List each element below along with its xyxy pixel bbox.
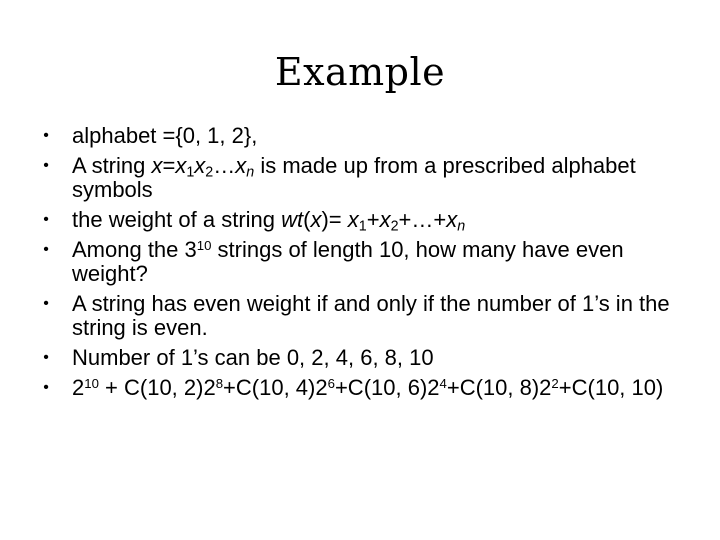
- text-run: strings of length 10, how many have even weight?: [72, 237, 624, 286]
- variable: wt: [281, 207, 304, 232]
- text-run: 2: [72, 375, 85, 400]
- variable: x: [194, 153, 206, 178]
- exponent: 10: [196, 237, 212, 253]
- bullet-even-weight-rule: [36, 292, 676, 340]
- subscript: 2: [390, 218, 399, 235]
- exponent: 10: [84, 375, 99, 391]
- variable: x: [347, 207, 359, 232]
- text-run: the weight of a string: [72, 207, 282, 232]
- slide-title: Example: [274, 50, 446, 94]
- subscript: 1: [186, 164, 195, 181]
- text-run: is made up from a prescribed alphabet symbols: [72, 153, 636, 202]
- bullet-list: [36, 124, 676, 406]
- text-run: +C(10, 6)2: [334, 375, 440, 400]
- bullet-text: alphabet ={0, 1, 2},: [72, 123, 258, 148]
- subscript: n: [246, 164, 255, 181]
- subscript: 2: [205, 164, 214, 181]
- text-run: (: [303, 207, 311, 232]
- bullet-icon: •: [43, 157, 49, 174]
- variable: x: [175, 153, 187, 178]
- exponent: 6: [327, 375, 335, 391]
- bullet-alphabet: [36, 124, 676, 148]
- text-run: +C(10, 10): [558, 375, 664, 400]
- text-run: )=: [321, 207, 348, 232]
- bullet-weight-definition: [36, 207, 676, 235]
- text-run: =: [162, 153, 176, 178]
- bullet-text: Number of 1’s can be 0, 2, 4, 6, 8, 10: [72, 345, 434, 370]
- text-run: Among the 3: [72, 237, 197, 262]
- exponent: 4: [439, 375, 447, 391]
- bullet-icon: •: [43, 211, 49, 228]
- variable: x: [446, 207, 458, 232]
- text-run: +C(10, 8)2: [446, 375, 552, 400]
- bullet-icon: •: [43, 379, 49, 396]
- exponent: 2: [551, 375, 559, 391]
- variable: x: [379, 207, 391, 232]
- variable: x: [235, 153, 247, 178]
- bullet-icon: •: [43, 295, 49, 312]
- text-run: …: [213, 153, 236, 178]
- bullet-icon: •: [43, 127, 49, 144]
- exponent: 8: [215, 375, 224, 391]
- bullet-count-options: [36, 346, 676, 370]
- text-run: + C(10, 2)2: [98, 375, 216, 400]
- subscript: 1: [358, 218, 367, 235]
- bullet-icon: •: [43, 349, 49, 366]
- text-run: +C(10, 4)2: [223, 375, 328, 400]
- text-run: +…+: [398, 207, 447, 232]
- bullet-formula: [36, 376, 676, 400]
- text-run: +: [366, 207, 380, 232]
- bullet-string-definition: [36, 154, 676, 202]
- variable: x: [151, 153, 163, 178]
- variable: x: [310, 207, 322, 232]
- subscript: n: [457, 218, 466, 235]
- bullet-text: A string has even weight if and only if the number of 1’s in the string is even.: [72, 291, 670, 340]
- text-run: A string: [72, 153, 152, 178]
- bullet-question: [36, 238, 676, 286]
- bullet-icon: •: [43, 241, 49, 258]
